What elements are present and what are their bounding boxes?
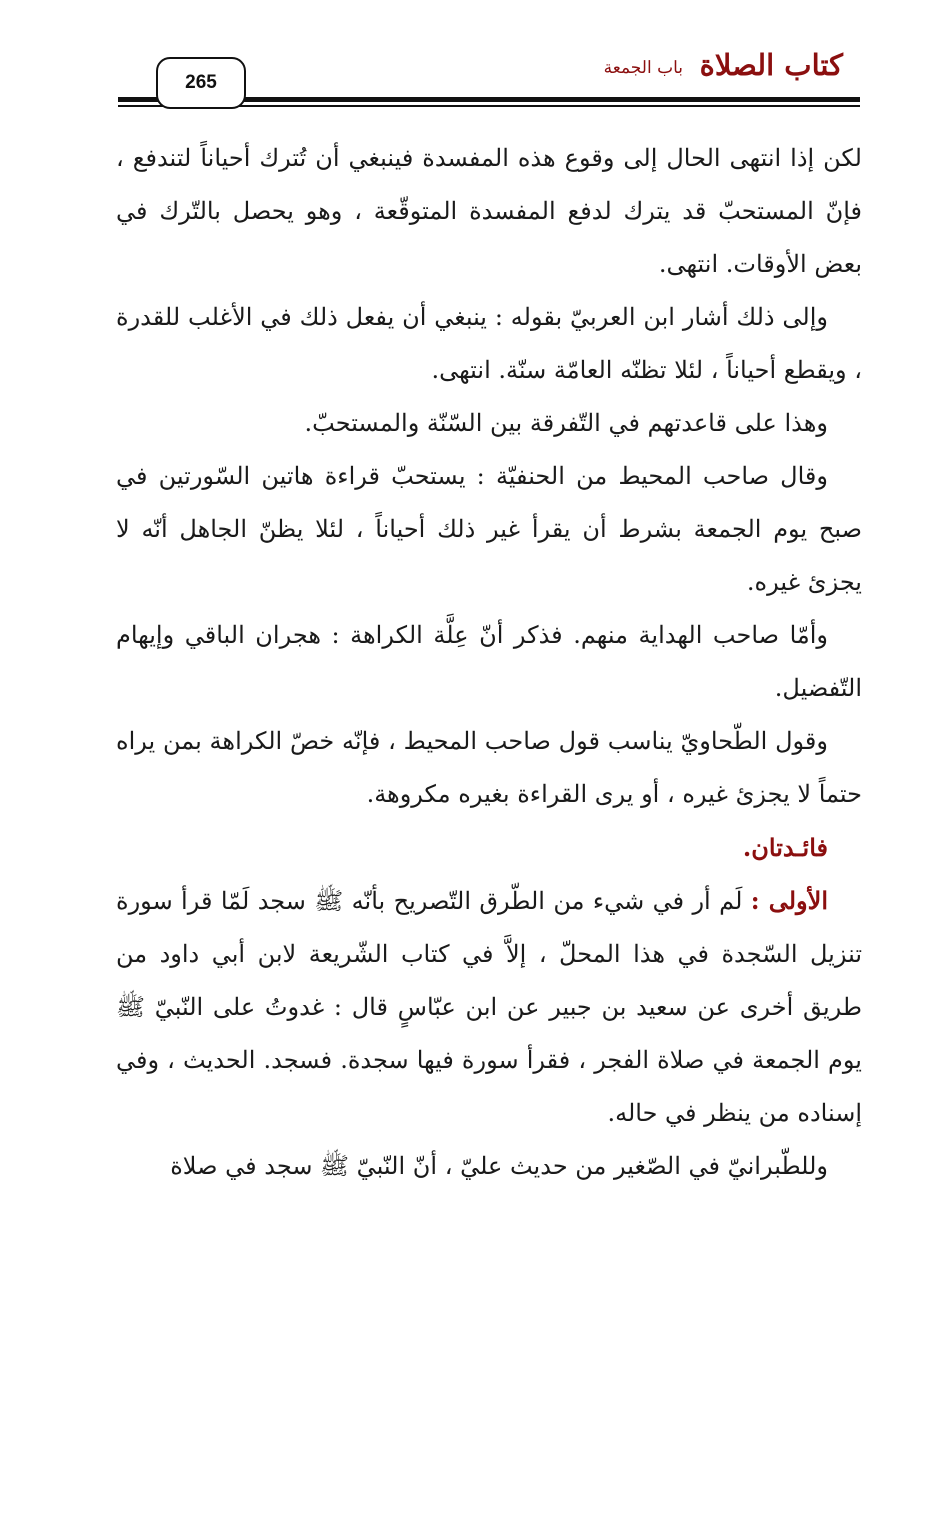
page-number-box (156, 57, 246, 109)
body-text (116, 132, 862, 1193)
paragraph-3: وهذا على قاعدتهم في التّفرقة بين السّنّة والمستحبّ. (304, 409, 828, 437)
page-header (0, 0, 945, 120)
paragraph-5: وأمّا صاحب الهداية منهم. فذكر أنّ عِلَّة الكراهة : هجران الباقي وإيهام التّفضيل. (116, 621, 862, 702)
paragraph-1: لكن إذا انتهى الحال إلى وقوع هذه المفسدة فينبغي أن تُترك أحياناً لتندفع ، فإنّ المستحبّ قد يترك لدفع المفسدة المتوقّعة ، وهو يحصل بالتّرك في بعض الأوقات. انتهى. (116, 144, 863, 278)
paragraph-2: وإلى ذلك أشار ابن العربيّ بقوله : ينبغي أن يفعل ذلك في الأغلب للقدرة ، ويقطع أحياناً ، لئلا تظنّه العامّة سنّة. انتهى. (116, 303, 862, 384)
paragraph-4: وقال صاحب المحيط من الحنفيّة : يستحبّ قراءة هاتين السّورتين في صبح يوم الجمعة بشرط أن يقرأ غير ذلك أحياناً ، لئلا يظنّ الجاهل أنّه لا يجزئ غيره. (116, 462, 862, 596)
paragraph-6: وقول الطّحاويّ يناسب قول صاحب المحيط ، فإنّه خصّ الكراهة بمن يراه حتماً لا يجزئ غيره ، أو يرى القراءة بغيره مكروهة. (116, 727, 862, 808)
page-number: 265 (185, 72, 217, 93)
first-point-text: لَم أر في شيء من الطّرق التّصريح بأنّه ﷺ سجد لَمّا قرأ سورة تنزيل السّجدة في هذا المحلّ ، إلاَّ في كتاب الشّريعة لابن أبي داود من طريق أخرى عن سعيد بن جبير عن ابن عبّاسٍ قال : غدوتُ على النّبيّ ﷺ يوم الجمعة في صلاة الفجر ، فقرأ سورة فيها سجدة. فسجد. الحديث ، وفي إسناده من ينظر في حاله. (116, 887, 862, 1127)
first-point-paragraph (116, 874, 862, 1140)
chapter-title: باب الجمعة (603, 58, 683, 78)
book-title: كتاب الصلاة (699, 48, 843, 82)
last-paragraph: وللطّبرانيّ في الصّغير من حديث عليّ ، أنّ النّبيّ ﷺ سجد في صلاة (170, 1152, 828, 1180)
first-point-lead: الأولى : (750, 886, 828, 915)
section-heading: فائـدتان. (742, 833, 828, 862)
